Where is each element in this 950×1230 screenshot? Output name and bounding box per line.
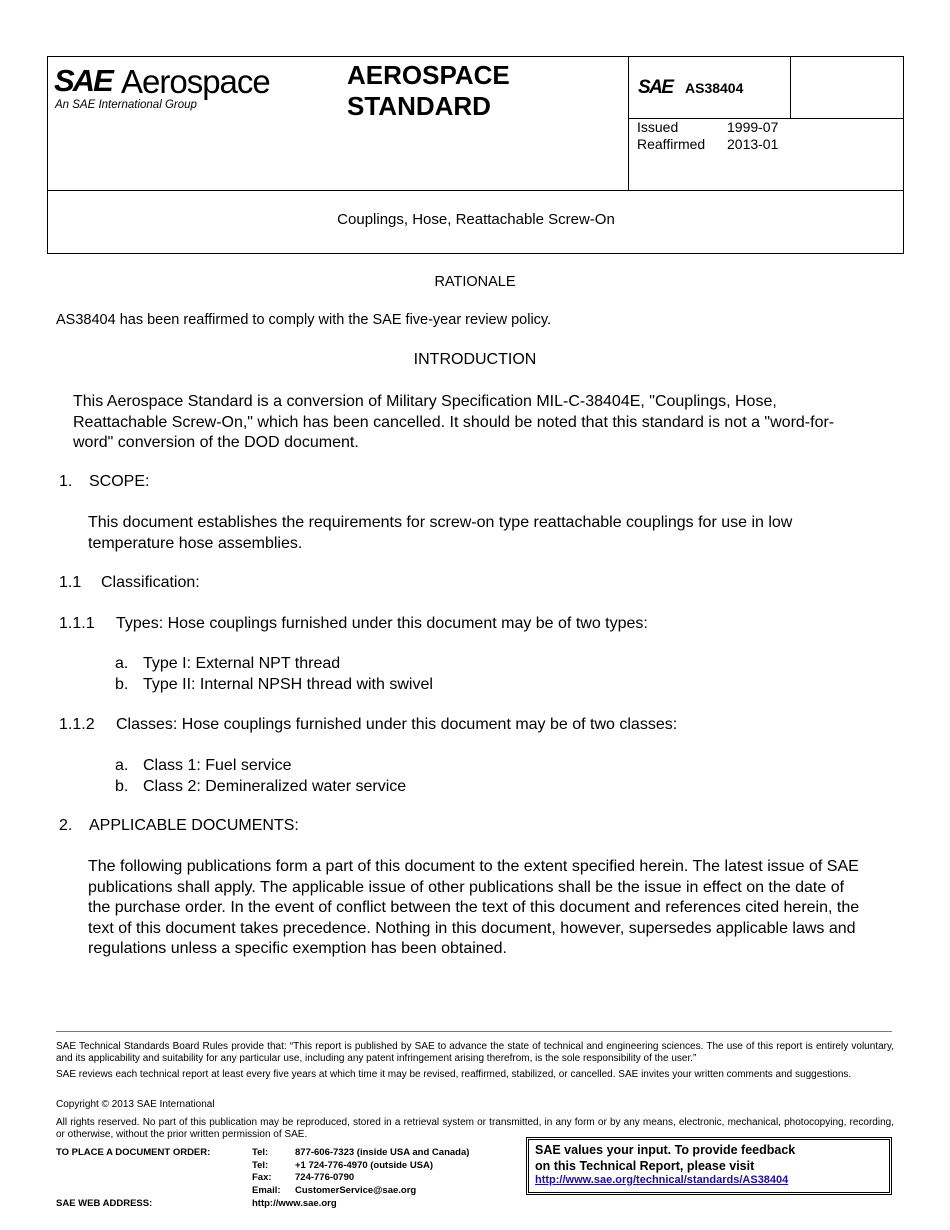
divider: [628, 57, 629, 190]
logo-aerospace-text: Aerospace: [121, 63, 270, 100]
section-classification-heading: [59, 574, 200, 592]
divider: [48, 190, 904, 191]
issued-value: 1999-07: [727, 119, 779, 135]
order-label: TO PLACE A DOCUMENT ORDER:: [56, 1147, 211, 1158]
section-number: 2.: [59, 817, 73, 834]
rationale-text: AS38404 has been reaffirmed to comply with the SAE five-year review policy.: [56, 312, 552, 328]
footer-divider: [56, 1031, 892, 1032]
list-text: Type II: Internal NPSH thread with swivel: [143, 675, 433, 693]
contact-email[interactable]: CustomerService@sae.org: [295, 1184, 417, 1196]
footer-rights: All rights reserved. No part of this publication may be reproduced, stored in a retrieval system or transmitted, in any form or by any means, electronic, mechanical, photocopying, recording, or otherwise, without the prior written permission of SAE.: [56, 1117, 894, 1140]
sae-mark: SAE: [638, 77, 673, 98]
document-type-line2: STANDARD: [347, 91, 491, 121]
contact-label: Fax:: [252, 1172, 272, 1184]
introduction-heading: INTRODUCTION: [413, 351, 537, 368]
list-letter: a.: [115, 757, 129, 774]
feedback-text-line1: SAE values your input. To provide feedback: [535, 1143, 796, 1157]
contact-row: [252, 1160, 469, 1173]
issue-info: [637, 119, 778, 153]
list-letter: b.: [115, 777, 129, 795]
section-number: 1.1.1: [59, 615, 95, 632]
contact-label: Tel:: [252, 1159, 269, 1171]
web-address-link[interactable]: http://www.sae.org: [252, 1198, 337, 1209]
section-number: 1.1.2: [59, 716, 95, 733]
section-title: APPLICABLE DOCUMENTS:: [89, 817, 299, 834]
section-title: SCOPE:: [89, 473, 150, 490]
reaffirmed-value: 2013-01: [727, 136, 779, 152]
list-text: Type I: External NPT thread: [143, 655, 341, 672]
section-number: 1.: [59, 473, 73, 490]
scope-text: This document establishes the requirements for screw-on type reattachable couplings for use in low temperature hose assemblies.: [88, 514, 793, 552]
section-classes-heading: [59, 716, 677, 734]
types-list: [115, 654, 433, 695]
logo-tagline: An SAE International Group: [55, 99, 197, 111]
contact-label: Tel:: [252, 1147, 269, 1158]
contact-row: [252, 1147, 469, 1160]
sae-aerospace-logo: [54, 61, 299, 121]
list-item: [115, 675, 433, 696]
feedback-text-line2: on this Technical Report, please visit: [535, 1158, 755, 1173]
list-item: [115, 777, 406, 798]
section-number: 1.1: [59, 574, 82, 591]
list-text: Class 2: Demineralized water service: [143, 777, 407, 795]
document-number: AS38404: [685, 80, 744, 96]
logo-sae-text: SAE: [54, 63, 112, 98]
rationale-heading: RATIONALE: [434, 274, 516, 290]
document-header: [47, 56, 904, 254]
classes-list: [115, 756, 406, 797]
footer-review-policy: SAE reviews each technical report at least every five years at which time it may be revised, reaffirmed, stabilized, or cancelled. SAE invites your written comments and suggestions.: [56, 1069, 852, 1080]
web-address-label: SAE WEB ADDRESS:: [56, 1198, 153, 1209]
list-letter: a.: [115, 655, 129, 672]
footer-copyright: Copyright © 2013 SAE International: [56, 1099, 215, 1110]
section-types-heading: [59, 615, 648, 633]
feedback-link[interactable]: http://www.sae.org/technical/standards/AS38404: [535, 1174, 789, 1186]
list-letter: b.: [115, 675, 129, 693]
document-title: Couplings, Hose, Reattachable Screw-On: [337, 211, 615, 228]
document-type-line1: AEROSPACE: [347, 60, 510, 90]
contact-value: +1 724-776-4970 (outside USA): [295, 1159, 434, 1171]
section-title: Types: Hose couplings furnished under this document may be of two types:: [116, 615, 648, 632]
contact-row: [252, 1172, 469, 1185]
section-applicable-documents-heading: [59, 817, 299, 835]
contact-value: 724-776-0790: [295, 1172, 355, 1184]
section-scope-heading: [59, 473, 149, 491]
order-contacts: [252, 1147, 469, 1197]
contact-label: Email:: [252, 1184, 281, 1196]
list-text: Class 1: Fuel service: [143, 757, 292, 774]
contact-value: 877-606-7323 (inside USA and Canada): [295, 1147, 470, 1158]
feedback-box: [526, 1137, 892, 1195]
contact-row: [252, 1185, 469, 1198]
introduction-text: This Aerospace Standard is a conversion of Military Specification MIL-C-38404E, "Couplings, Hose, Reattachable Screw-On," which has been cancelled. It should be noted that this standard is not a "word-for-word" conversion of the DOD document.: [73, 393, 835, 451]
issued-label: Issued: [637, 119, 679, 135]
footer-board-rules: SAE Technical Standards Board Rules provide that: “This report is published by SAE to advance the state of technical and engineering sciences. The use of this report is entirely voluntary, and its applicability and suitability for any particular use, including any patent infringement arising therefrom, is the sole responsibility of the user.”: [56, 1041, 894, 1064]
applicable-documents-text: The following publications form a part of this document to the extent specified herein. The latest issue of SAE publications shall apply. The applicable issue of other publications shall be the issue in effect on the date of the purchase order. In the event of conflict between the text of this document and references cited herein, the text of this document takes precedence. Nothing in this document, however, supersedes applicable laws and regulations unless a specific exemption has been obtained.: [88, 858, 860, 957]
list-item: [115, 654, 433, 675]
document-type: [347, 60, 510, 122]
list-item: [115, 756, 406, 777]
divider: [790, 57, 791, 118]
section-title: Classes: Hose couplings furnished under this document may be of two classes:: [116, 716, 678, 733]
section-title: Classification:: [101, 574, 200, 591]
reaffirmed-label: Reaffirmed: [637, 136, 706, 152]
